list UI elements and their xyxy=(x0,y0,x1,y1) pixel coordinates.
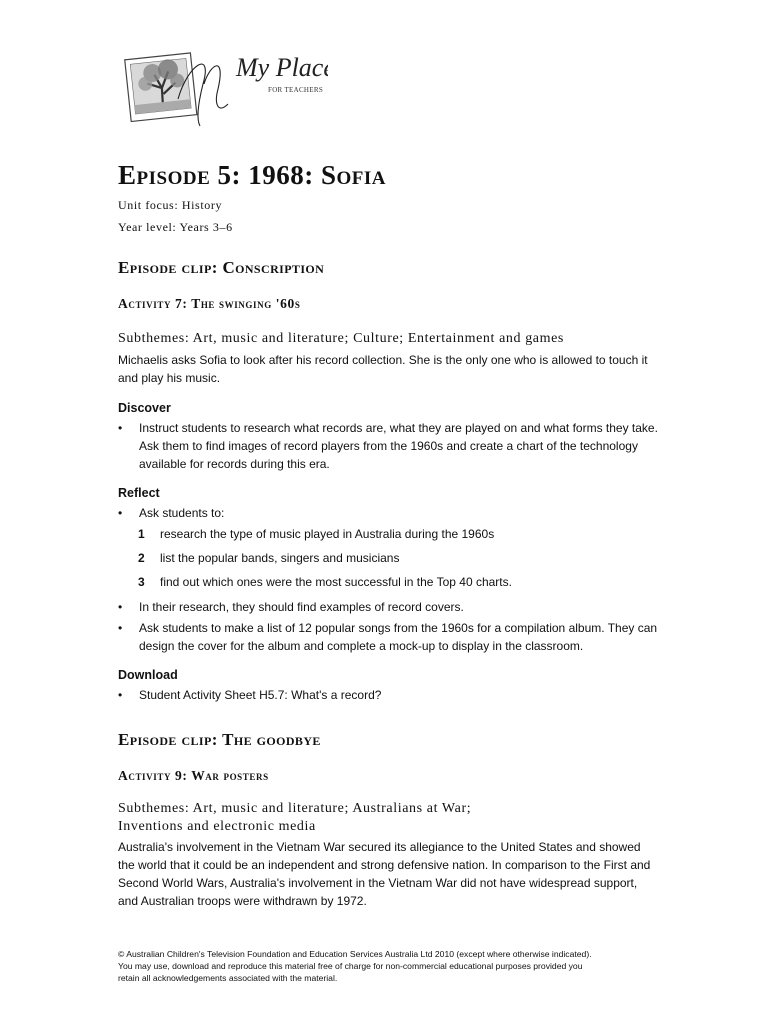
item-text: find out which ones were the most successful in the Top 40 charts. xyxy=(160,575,512,589)
logo-subtext: FOR TEACHERS xyxy=(268,86,324,94)
bullet: • xyxy=(118,688,123,702)
text-line: design the cover for the album and complete a mock-up to display in the classroom. xyxy=(139,639,584,653)
item-text: research the type of music played in Australia during the 1960s xyxy=(160,527,495,541)
bullet: • xyxy=(118,621,123,635)
text-line: Subthemes: Art, music and literature; Australians at War; xyxy=(118,801,472,816)
text-line: © Australian Children's Television Foundation and Education Services Australia Ltd 2010 (except where otherwise indicated). xyxy=(118,949,592,959)
activity-heading: Activity 7: The swinging '60s xyxy=(118,296,301,311)
bullet: • xyxy=(118,421,123,435)
intro-paragraph xyxy=(118,351,663,387)
logo-graphic xyxy=(118,44,328,139)
body-paragraph xyxy=(118,838,663,910)
text-line: the world that it could be an independent and strong defensive nation. In comparison to the First and xyxy=(118,858,651,872)
text-line: Inventions and electronic media xyxy=(118,819,316,834)
text-line: In their research, they should find examples of record covers. xyxy=(139,600,464,614)
download-label: Download xyxy=(118,668,178,682)
discover-label: Discover xyxy=(118,401,171,415)
item-number: 3 xyxy=(138,575,145,589)
text-line: Second World Wars, Australia's involvement in the Vietnam War did not have widespread support, xyxy=(118,876,638,890)
bullet: • xyxy=(118,600,123,614)
item-number: 1 xyxy=(138,527,145,541)
subthemes: Subthemes: Art, music and literature; Culture; Entertainment and games xyxy=(118,331,564,346)
unit-focus: Unit focus: History xyxy=(118,198,223,212)
text-line: Ask them to find images of record players from the 1960s and create a chart of the technology xyxy=(139,439,638,453)
text-line: Ask students to: xyxy=(139,506,225,520)
copyright-footer xyxy=(118,948,658,984)
text-line: Michaelis asks Sofia to look after his record collection. She is the only one who is allowed to touch it xyxy=(118,353,648,367)
text-line: and play his music. xyxy=(118,371,221,385)
text-line: Ask students to make a list of 12 popular songs from the 1960s for a compilation album. They can xyxy=(139,621,658,635)
item-number: 2 xyxy=(138,551,145,565)
year-level: Year level: Years 3–6 xyxy=(118,220,233,234)
text-line: and Australian troops were withdrawn by 1972. xyxy=(118,894,367,908)
logo-text: My Place xyxy=(236,53,328,82)
text-line: available for records during this era. xyxy=(139,457,330,471)
activity-heading: Activity 9: War posters xyxy=(118,768,269,783)
page-title: Episode 5: 1968: Sofia xyxy=(118,160,386,190)
text-line: Instruct students to research what records are, what they are played on and what forms they take. xyxy=(139,421,658,435)
download-item: Student Activity Sheet H5.7: What's a record? xyxy=(139,688,382,702)
reflect-label: Reflect xyxy=(118,486,160,500)
episode-clip-heading: Episode clip: Conscription xyxy=(118,258,325,277)
my-place-logo xyxy=(118,44,328,139)
subthemes xyxy=(118,800,471,836)
episode-clip-heading: Episode clip: The goodbye xyxy=(118,730,321,749)
item-text: list the popular bands, singers and musicians xyxy=(160,551,400,565)
text-line: retain all acknowledgements associated with the material. xyxy=(118,973,338,983)
text-line: Australia's involvement in the Vietnam War secured its allegiance to the United States and showed xyxy=(118,840,641,854)
text-line: You may use, download and reproduce this material free of charge for non-commercial educational purposes provided you xyxy=(118,961,583,971)
bullet: • xyxy=(118,506,123,520)
